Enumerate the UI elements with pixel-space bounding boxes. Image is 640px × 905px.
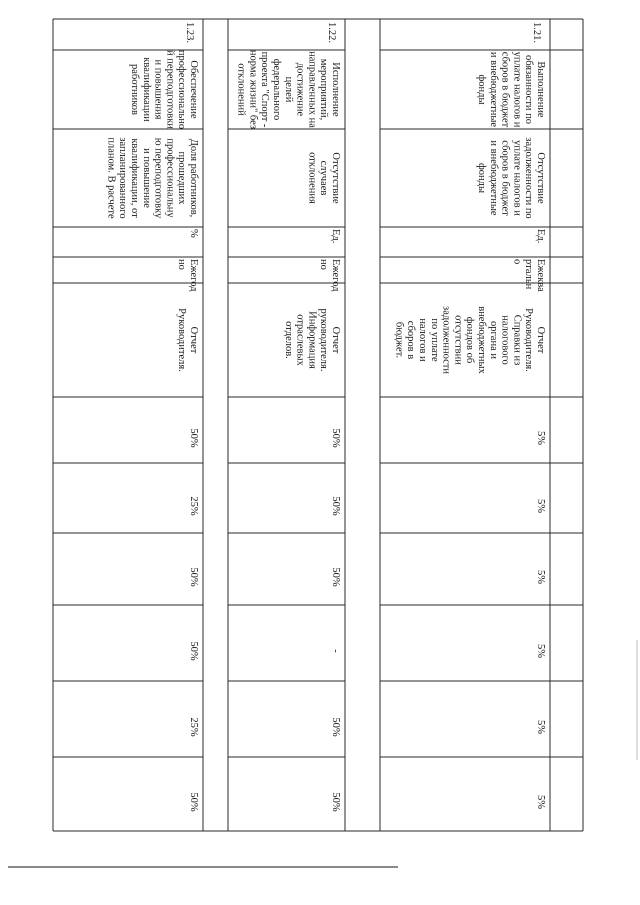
cell-source-line: Справки из bbox=[511, 314, 523, 366]
cell-name-line: уплате налогов и bbox=[511, 51, 523, 128]
cell-value: 5% bbox=[535, 499, 546, 513]
cell-unit: Ед. bbox=[535, 229, 546, 244]
cell-name-line: отклонений bbox=[235, 63, 247, 116]
cell-value: 50% bbox=[330, 717, 341, 737]
cell-indicator-line: Отсутствие bbox=[535, 152, 546, 204]
cell-indicator-line: Доля работников, bbox=[188, 138, 199, 218]
cell-name-line: мероприятий, bbox=[318, 58, 330, 121]
cell-value: 5% bbox=[535, 431, 546, 445]
cell-indicator-line: ю переподготовку bbox=[152, 137, 164, 219]
cell-source-line: отсутствии bbox=[452, 315, 464, 365]
cell-unit: Ед. bbox=[330, 229, 341, 244]
cell-name-line: Исполнение bbox=[330, 62, 341, 117]
cell-name-line: направленных на bbox=[306, 51, 318, 128]
cell-value: 50% bbox=[330, 792, 341, 812]
cell-period-line: ртальн bbox=[523, 259, 535, 290]
cell-value: 50% bbox=[188, 428, 199, 448]
cell-source-line: Руководителя. bbox=[176, 308, 188, 372]
cell-source-line: отделов. bbox=[282, 321, 294, 359]
cell-indicator-line: и внебюджетные bbox=[487, 140, 499, 216]
cell-name-line: норма жизни" без bbox=[247, 49, 259, 130]
cell-name-line: й переподготовки bbox=[164, 50, 176, 129]
cell-indicator-line: прошедших bbox=[176, 151, 188, 205]
cell-source-line: руководителя. bbox=[318, 308, 330, 372]
row-number: 1.21. bbox=[531, 22, 542, 43]
cell-source-line: Отчет bbox=[535, 326, 546, 354]
cell-unit: % bbox=[188, 229, 199, 238]
cell-value: 50% bbox=[330, 428, 341, 448]
cell-period-line: Ежегод bbox=[330, 259, 341, 292]
cell-source-line: налогов и bbox=[417, 318, 428, 362]
cell-source-line: по уплате bbox=[428, 318, 440, 362]
cell-indicator-line: сборов в бюджет bbox=[499, 140, 511, 216]
cell-source-line: внебюджетных bbox=[476, 306, 487, 374]
cell-name-line: целей bbox=[282, 76, 294, 103]
cell-period-line: но bbox=[176, 259, 188, 270]
cell-name-line: обязанности по bbox=[523, 54, 535, 125]
cell-name-line: сборов в бюджет bbox=[499, 51, 511, 128]
cell-indicator-line: Отсутствие bbox=[330, 152, 341, 204]
cell-name-line: и повышения bbox=[152, 59, 164, 120]
cell-value: 50% bbox=[188, 792, 199, 812]
cell-indicator-line: задолженности по bbox=[523, 137, 535, 219]
cell-source-line: Руководителя. bbox=[523, 308, 535, 372]
cell-indicator-line: случаев bbox=[318, 160, 330, 196]
cell-value: 50% bbox=[188, 567, 199, 587]
cell-indicator-line: фонды bbox=[476, 162, 487, 194]
cell-name-line: проекта "Спорт - bbox=[259, 51, 271, 128]
cell-source-line: отраслевых bbox=[294, 314, 306, 366]
row-number: 1.22. bbox=[326, 22, 337, 43]
cell-indicator-line: квалификации, от bbox=[129, 138, 140, 218]
cell-name-line: Обеспечение bbox=[188, 60, 199, 119]
row-number: 1.23. bbox=[184, 22, 195, 43]
cell-name-line: квалификации bbox=[140, 57, 152, 122]
cell-source-line: Информация bbox=[306, 311, 318, 369]
cell-value: 50% bbox=[330, 496, 341, 516]
cell-source-line: сборов в bbox=[405, 320, 417, 360]
cell-value: 25% bbox=[188, 496, 199, 516]
cell-name-line: Выполнение bbox=[535, 61, 546, 118]
cell-source-line: задолженности bbox=[440, 306, 452, 374]
cell-indicator-line: и повышение bbox=[140, 148, 152, 208]
cell-indicator-line: уплате налогов и bbox=[511, 140, 523, 216]
cell-period-line: о bbox=[511, 259, 523, 265]
cell-source-line: Отчет bbox=[330, 326, 341, 354]
cell-value: 50% bbox=[188, 641, 199, 661]
cell-source-line: бюджет. bbox=[393, 321, 405, 359]
cell-name-line: профессионально bbox=[176, 49, 188, 130]
cell-indicator-line: отклонения bbox=[306, 152, 318, 204]
cell-value: 5% bbox=[535, 795, 546, 809]
cell-source-line: органа и bbox=[487, 321, 499, 359]
cell-value: 5% bbox=[535, 570, 546, 584]
cell-value: 5% bbox=[535, 644, 546, 658]
cell-source-line: Отчет bbox=[188, 326, 199, 354]
cell-period-line: Ежеква bbox=[535, 259, 546, 292]
cell-value: 50% bbox=[330, 567, 341, 587]
cell-name-line: работников bbox=[129, 64, 140, 115]
cell-name-line: фонды bbox=[476, 74, 487, 105]
cell-period-line: Ежегод bbox=[188, 259, 199, 292]
cell-value: - bbox=[330, 649, 341, 653]
cell-value: 25% bbox=[188, 717, 199, 737]
cell-indicator-line: профессиональну bbox=[164, 138, 176, 218]
cell-value: 5% bbox=[535, 720, 546, 734]
cell-period-line: но bbox=[318, 259, 330, 270]
cell-source-line: фондов об bbox=[464, 316, 476, 364]
cell-name-line: федерального bbox=[271, 58, 282, 121]
cell-name-line: достижение bbox=[294, 62, 306, 117]
cell-name-line: и внебюджетные bbox=[487, 51, 499, 128]
cell-source-line: налогового bbox=[499, 315, 511, 365]
cell-indicator-line: запланированного bbox=[117, 137, 129, 219]
cell-indicator-line: планом. В расчете bbox=[105, 137, 117, 219]
